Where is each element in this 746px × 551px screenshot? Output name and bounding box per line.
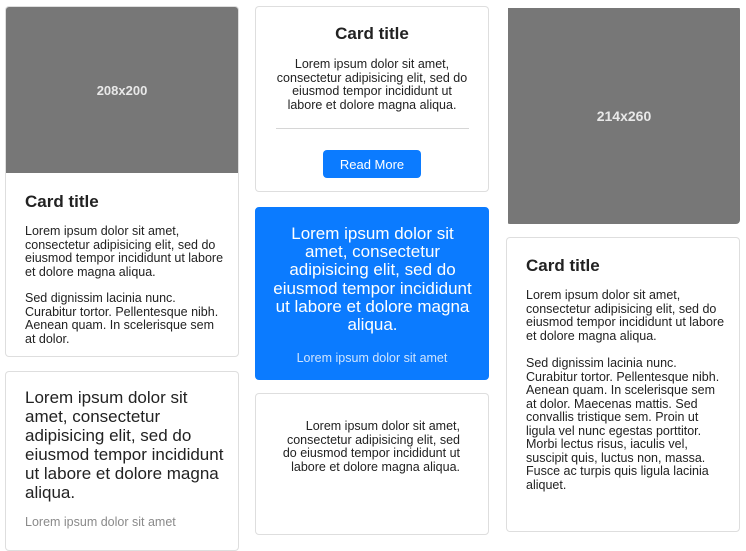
- card-image-214x260: [506, 6, 740, 224]
- card-text-secondary: Sed dignissim lacinia nunc. Curabitur tortor. Pellentesque nibh. Aenean quam. In scelerisque sem at dolor.: [25, 291, 219, 346]
- card-centered-button: [255, 6, 489, 192]
- card-blockquote: [5, 371, 239, 551]
- card-text: Lorem ipsum dolor sit amet, consectetur adipisicing elit, sed do eiusmod tempor incididunt ut labore et dolore magna aliqua.: [282, 419, 460, 474]
- blockquote-text: Lorem ipsum dolor sit amet, consectetur adipisicing elit, sed do eiusmod tempor incididunt ut labore et dolore magna aliqua.: [25, 388, 224, 502]
- image-placeholder: [508, 8, 740, 224]
- card-image-208x200: [5, 6, 239, 357]
- image-placeholder: [6, 7, 238, 173]
- image-size-label: 208x200: [96, 82, 148, 98]
- card-text: Lorem ipsum dolor sit amet, consectetur adipisicing elit, sed do eiusmod tempor incididunt ut labore et dolore magna aliqua.: [276, 57, 468, 112]
- image-size-label: 214x260: [596, 108, 652, 124]
- card-title: Card title: [335, 24, 409, 43]
- blockquote-text: Lorem ipsum dolor sit amet, consectetur adipisicing elit, sed do eiusmod tempor incididunt ut labore et dolore magna aliqua.: [273, 224, 472, 335]
- blockquote-footer: Lorem ipsum dolor sit amet: [296, 351, 448, 365]
- card-text: Lorem ipsum dolor sit amet, consectetur adipisicing elit, sed do eiusmod tempor incididunt ut labore et dolore magna aliqua.: [25, 224, 224, 279]
- card-title: Card title: [25, 192, 99, 211]
- card-text-long: [506, 237, 740, 532]
- card-text: Lorem ipsum dolor sit amet, consectetur adipisicing elit, sed do eiusmod tempor incididunt ut labore et dolore magna aliqua.: [526, 288, 725, 343]
- read-more-button[interactable]: Read More: [323, 150, 421, 178]
- card-text-secondary: Sed dignissim lacinia nunc. Curabitur tortor. Pellentesque nibh. Aenean quam. In scelerisque sem at dolor. Maecenas mattis. Sed convallis tristique sem. Proin ut ligula vel nunc egestas porttitor. Morbi lectus risus, iaculis vel, suscipit quis, luctus non, massa. Fusce ac turpis quis ligula lacinia aliquet.: [526, 356, 720, 492]
- card-primary-blockquote: [255, 207, 489, 380]
- blockquote-footer: Lorem ipsum dolor sit amet: [25, 515, 176, 529]
- card-right-aligned: [255, 393, 489, 535]
- card-title: Card title: [526, 256, 600, 275]
- divider: [276, 128, 469, 129]
